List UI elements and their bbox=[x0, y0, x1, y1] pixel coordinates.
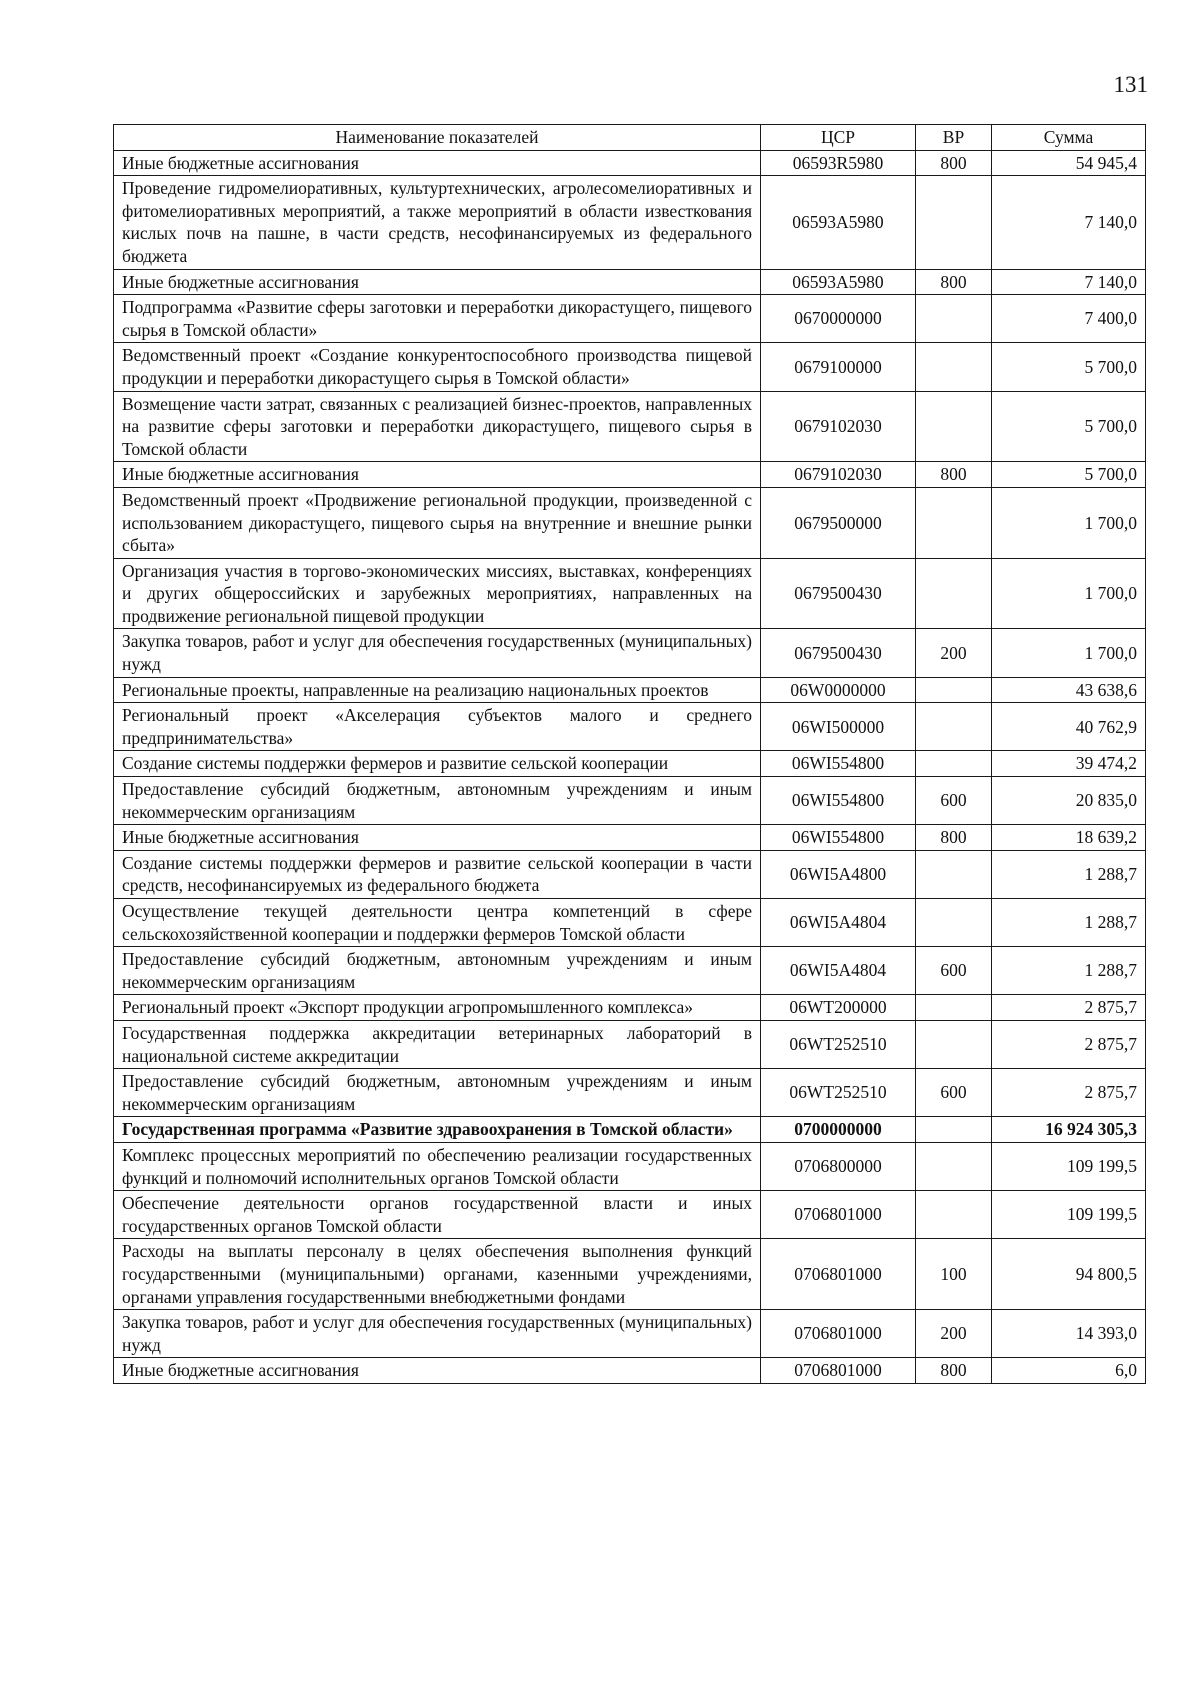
cell-sum: 54 945,4 bbox=[992, 150, 1146, 176]
cell-sum: 6,0 bbox=[992, 1358, 1146, 1384]
cell-code: 0679102030 bbox=[761, 391, 916, 462]
header-vr: ВР bbox=[916, 125, 992, 151]
cell-vr: 800 bbox=[916, 269, 992, 295]
cell-vr: 100 bbox=[916, 1239, 992, 1310]
cell-vr: 600 bbox=[916, 1069, 992, 1117]
cell-name: Предоставление субсидий бюджетным, автономным учреждениям и иным некоммерческим организациям bbox=[114, 947, 761, 995]
cell-vr bbox=[916, 850, 992, 898]
table-row bbox=[114, 751, 1146, 777]
cell-code: 0679500000 bbox=[761, 487, 916, 558]
cell-code: 0706801000 bbox=[761, 1191, 916, 1239]
cell-sum: 5 700,0 bbox=[992, 462, 1146, 488]
cell-name: Обеспечение деятельности органов государственной власти и иных государственных органов Томской области bbox=[114, 1191, 761, 1239]
cell-sum: 7 140,0 bbox=[992, 269, 1146, 295]
cell-sum: 5 700,0 bbox=[992, 391, 1146, 462]
table-row bbox=[114, 850, 1146, 898]
cell-vr bbox=[916, 558, 992, 629]
cell-name: Комплекс процессных мероприятий по обеспечению реализации государственных функций и полномочий исполнительных органов Томской области bbox=[114, 1142, 761, 1190]
cell-vr bbox=[916, 176, 992, 269]
table-row bbox=[114, 703, 1146, 751]
cell-code: 06593А5980 bbox=[761, 176, 916, 269]
cell-vr: 800 bbox=[916, 1358, 992, 1384]
cell-name: Государственная поддержка аккредитации ветеринарных лабораторий в национальной системе аккредитации bbox=[114, 1020, 761, 1068]
cell-sum: 40 762,9 bbox=[992, 703, 1146, 751]
cell-name: Предоставление субсидий бюджетным, автономным учреждениям и иным некоммерческим организациям bbox=[114, 1069, 761, 1117]
cell-vr bbox=[916, 995, 992, 1021]
header-code: ЦСР bbox=[761, 125, 916, 151]
cell-vr bbox=[916, 1020, 992, 1068]
cell-name: Ведомственный проект «Создание конкурентоспособного производства пищевой продукции и переработки дикорастущего сырья в Томской области» bbox=[114, 343, 761, 391]
table-row bbox=[114, 1142, 1146, 1190]
table-row bbox=[114, 825, 1146, 851]
cell-name: Иные бюджетные ассигнования bbox=[114, 462, 761, 488]
cell-vr bbox=[916, 343, 992, 391]
cell-sum: 1 700,0 bbox=[992, 629, 1146, 677]
cell-code: 0706800000 bbox=[761, 1142, 916, 1190]
cell-name: Иные бюджетные ассигнования bbox=[114, 150, 761, 176]
cell-code: 06WI5A4804 bbox=[761, 947, 916, 995]
table-row bbox=[114, 462, 1146, 488]
cell-name: Проведение гидромелиоративных, культуртехнических, агролесомелиоративных и фитомелиоративных мероприятий, а также мероприятий в области известкования кислых почв на пашне, в части средств, несофинансируемых из федерального бюджета bbox=[114, 176, 761, 269]
cell-code: 06W0000000 bbox=[761, 677, 916, 703]
cell-code: 06WI5A4804 bbox=[761, 899, 916, 947]
cell-sum: 2 875,7 bbox=[992, 1020, 1146, 1068]
cell-code: 06WI500000 bbox=[761, 703, 916, 751]
cell-code: 0700000000 bbox=[761, 1117, 916, 1143]
cell-name: Региональный проект «Экспорт продукции агропромышленного комплекса» bbox=[114, 995, 761, 1021]
cell-sum: 14 393,0 bbox=[992, 1310, 1146, 1358]
budget-table bbox=[113, 124, 1146, 1384]
cell-vr bbox=[916, 1142, 992, 1190]
cell-name: Региональные проекты, направленные на реализацию национальных проектов bbox=[114, 677, 761, 703]
table-row bbox=[114, 391, 1146, 462]
cell-code: 0679500430 bbox=[761, 629, 916, 677]
cell-name: Иные бюджетные ассигнования bbox=[114, 269, 761, 295]
cell-code: 0679500430 bbox=[761, 558, 916, 629]
cell-vr: 200 bbox=[916, 629, 992, 677]
page-number: 131 bbox=[1113, 72, 1148, 97]
cell-name: Создание системы поддержки фермеров и развитие сельской кооперации bbox=[114, 751, 761, 777]
header-sum: Сумма bbox=[992, 125, 1146, 151]
cell-name: Предоставление субсидий бюджетным, автономным учреждениям и иным некоммерческим организациям bbox=[114, 777, 761, 825]
cell-sum: 2 875,7 bbox=[992, 995, 1146, 1021]
table-row bbox=[114, 1191, 1146, 1239]
cell-vr: 800 bbox=[916, 462, 992, 488]
cell-sum: 7 400,0 bbox=[992, 295, 1146, 343]
table-row bbox=[114, 1358, 1146, 1384]
cell-code: 0706801000 bbox=[761, 1239, 916, 1310]
table-row bbox=[114, 150, 1146, 176]
cell-sum: 1 288,7 bbox=[992, 947, 1146, 995]
cell-sum: 1 288,7 bbox=[992, 850, 1146, 898]
table-row bbox=[114, 629, 1146, 677]
table-row bbox=[114, 1239, 1146, 1310]
cell-code: 0679100000 bbox=[761, 343, 916, 391]
cell-sum: 109 199,5 bbox=[992, 1191, 1146, 1239]
cell-name: Иные бюджетные ассигнования bbox=[114, 1358, 761, 1384]
table-row bbox=[114, 777, 1146, 825]
cell-vr bbox=[916, 487, 992, 558]
cell-sum: 2 875,7 bbox=[992, 1069, 1146, 1117]
table-row bbox=[114, 1310, 1146, 1358]
cell-name: Возмещение части затрат, связанных с реализацией бизнес-проектов, направленных на развитие сферы заготовки и переработки дикорастущего, пищевого сырья в Томской области bbox=[114, 391, 761, 462]
header-name: Наименование показателей bbox=[114, 125, 761, 151]
cell-vr bbox=[916, 1191, 992, 1239]
cell-name: Ведомственный проект «Продвижение региональной продукции, произведенной с использованием дикорастущего, пищевого сырья на внутренние и внешние рынки сбыта» bbox=[114, 487, 761, 558]
cell-vr: 600 bbox=[916, 947, 992, 995]
cell-vr: 800 bbox=[916, 150, 992, 176]
cell-code: 06WT252510 bbox=[761, 1069, 916, 1117]
cell-vr bbox=[916, 751, 992, 777]
cell-code: 0679102030 bbox=[761, 462, 916, 488]
cell-sum: 39 474,2 bbox=[992, 751, 1146, 777]
cell-vr bbox=[916, 1117, 992, 1143]
cell-sum: 18 639,2 bbox=[992, 825, 1146, 851]
table-row bbox=[114, 995, 1146, 1021]
table-row bbox=[114, 269, 1146, 295]
cell-name: Закупка товаров, работ и услуг для обеспечения государственных (муниципальных) нужд bbox=[114, 629, 761, 677]
cell-code: 06593А5980 bbox=[761, 269, 916, 295]
table-row bbox=[114, 947, 1146, 995]
cell-sum: 94 800,5 bbox=[992, 1239, 1146, 1310]
table-row bbox=[114, 677, 1146, 703]
table-row bbox=[114, 343, 1146, 391]
cell-code: 06WI5A4800 bbox=[761, 850, 916, 898]
cell-name: Осуществление текущей деятельности центра компетенций в сфере сельскохозяйственной кооперации и поддержки фермеров Томской области bbox=[114, 899, 761, 947]
cell-vr bbox=[916, 295, 992, 343]
cell-code: 0706801000 bbox=[761, 1358, 916, 1384]
cell-sum: 16 924 305,3 bbox=[992, 1117, 1146, 1143]
cell-vr bbox=[916, 391, 992, 462]
cell-vr: 200 bbox=[916, 1310, 992, 1358]
cell-name: Региональный проект «Акселерация субъектов малого и среднего предпринимательства» bbox=[114, 703, 761, 751]
cell-code: 0706801000 bbox=[761, 1310, 916, 1358]
cell-name: Государственная программа «Развитие здравоохранения в Томской области» bbox=[114, 1117, 761, 1143]
cell-vr: 800 bbox=[916, 825, 992, 851]
table-row bbox=[114, 1069, 1146, 1117]
cell-code: 06WT200000 bbox=[761, 995, 916, 1021]
cell-vr: 600 bbox=[916, 777, 992, 825]
cell-code: 06WI554800 bbox=[761, 825, 916, 851]
cell-name: Закупка товаров, работ и услуг для обеспечения государственных (муниципальных) нужд bbox=[114, 1310, 761, 1358]
cell-sum: 109 199,5 bbox=[992, 1142, 1146, 1190]
table-row bbox=[114, 558, 1146, 629]
table-row bbox=[114, 176, 1146, 269]
cell-code: 06593R5980 bbox=[761, 150, 916, 176]
table-row bbox=[114, 295, 1146, 343]
table-row bbox=[114, 1020, 1146, 1068]
cell-sum: 5 700,0 bbox=[992, 343, 1146, 391]
table-header bbox=[114, 125, 1146, 151]
cell-code: 06WI554800 bbox=[761, 777, 916, 825]
cell-sum: 1 700,0 bbox=[992, 487, 1146, 558]
cell-vr bbox=[916, 899, 992, 947]
cell-name: Подпрограмма «Развитие сферы заготовки и переработки дикорастущего, пищевого сырья в Томской области» bbox=[114, 295, 761, 343]
cell-code: 06WT252510 bbox=[761, 1020, 916, 1068]
cell-name: Создание системы поддержки фермеров и развитие сельской кооперации в части средств, несофинансируемых из федерального бюджета bbox=[114, 850, 761, 898]
cell-sum: 43 638,6 bbox=[992, 677, 1146, 703]
cell-vr bbox=[916, 677, 992, 703]
table-body bbox=[114, 150, 1146, 1383]
cell-code: 0670000000 bbox=[761, 295, 916, 343]
cell-sum: 7 140,0 bbox=[992, 176, 1146, 269]
cell-vr bbox=[916, 703, 992, 751]
cell-code: 06WI554800 bbox=[761, 751, 916, 777]
table-row bbox=[114, 899, 1146, 947]
cell-name: Организация участия в торгово-экономических миссиях, выставках, конференциях и других общероссийских и зарубежных мероприятиях, направленных на продвижение региональной пищевой продукции bbox=[114, 558, 761, 629]
table-row bbox=[114, 487, 1146, 558]
table-row bbox=[114, 1117, 1146, 1143]
cell-name: Расходы на выплаты персоналу в целях обеспечения выполнения функций государственными (муниципальными) органами, казенными учреждениями, органами управления государственными внебюджетными фондами bbox=[114, 1239, 761, 1310]
header-row bbox=[114, 125, 1146, 151]
cell-name: Иные бюджетные ассигнования bbox=[114, 825, 761, 851]
cell-sum: 1 700,0 bbox=[992, 558, 1146, 629]
cell-sum: 1 288,7 bbox=[992, 899, 1146, 947]
cell-sum: 20 835,0 bbox=[992, 777, 1146, 825]
